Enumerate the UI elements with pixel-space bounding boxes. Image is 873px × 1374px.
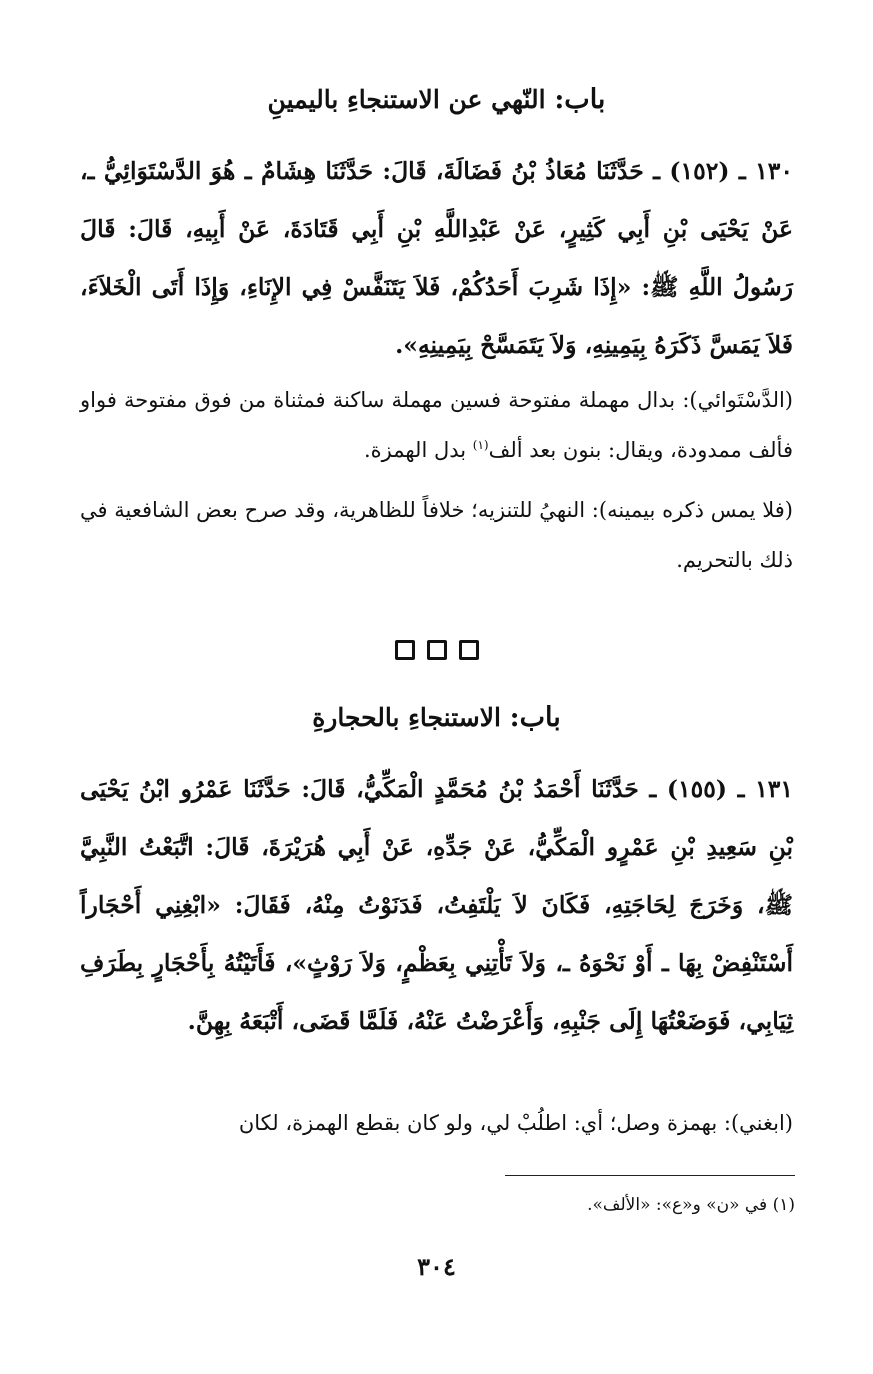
footnote-reference: (١) xyxy=(472,438,489,452)
chapter-heading xyxy=(80,82,793,118)
commentary-paragraph: (فلا يمس ذكره بيمينه): النهيُ للتنزيه؛ خلافاً للظاهرية، وقد صرح بعض الشافعية في ذلك بالتحريم. xyxy=(80,498,793,572)
section-divider xyxy=(0,640,873,660)
chapter-title-text: الاستنجاءِ بالحجارةِ xyxy=(312,703,501,732)
commentary-paragraph: (ابغني): بهمزة وصل؛ أي: اطلُبْ لي، ولو كان بقطع الهمزة، لكان xyxy=(238,1111,793,1135)
footnote-separator xyxy=(505,1175,795,1176)
chapter-label: باب: xyxy=(509,702,561,733)
commentary-paragraph xyxy=(80,375,793,475)
hadith-paragraph: ١٣١ ـ (١٥٥) ـ حَدَّثَنَا أَحْمَدُ بْنُ مُحَمَّدٍ الْمَكِّيُّ، قَالَ: حَدَّثَنَا عَمْرُو ابْنُ يَحْيَى بْنِ سَعِيدِ بْنِ عَمْرٍو الْمَكِّيُّ، عَنْ جَدِّهِ، عَنْ أَبِي هُرَيْرَةَ، قَالَ: اتَّبَعْتُ النَّبِيَّ ﷺ، وَخَرَجَ لِحَاجَتِهِ، فَكَانَ لاَ يَلْتَفِتُ، فَدَنَوْتُ مِنْهُ، فَقَالَ: «ابْغِنِي أَحْجَاراً أَسْتَنْفِضْ بِهَا ـ أَوْ نَحْوَهُ ـ، وَلاَ تَأْتِنِي بِعَظْمٍ، وَلاَ رَوْثٍ»، فَأَتَيْتُهُ بِأَحْجَارٍ بِطَرَفِ ثِيَابِي، فَوَضَعْتُهَا إِلَى جَنْبِهِ، وَأَعْرَضْتُ عَنْهُ، فَلَمَّا قَضَى، أَتْبَعَهُ بِهِنَّ. xyxy=(80,775,793,1035)
divider-square-icon xyxy=(395,640,415,660)
footnote-number: (١) xyxy=(772,1195,795,1215)
footnote xyxy=(80,1190,795,1220)
footnote-text: في «ن» و«ع»: «الألف». xyxy=(587,1195,768,1215)
divider-square-icon xyxy=(427,640,447,660)
commentary-text: (الدَّسْتَوائي): بدال مهملة مفتوحة فسين مهملة ساكنة فمثناة من فوق مفتوحة فواو فألف ممدودة، ويقال: بنون بعد ألف xyxy=(80,388,793,462)
chapter-label: باب: xyxy=(554,84,606,115)
page-number: ٣٠٤ xyxy=(417,1252,456,1281)
hadith-paragraph: ١٣٠ ـ (١٥٢) ـ حَدَّثَنَا مُعَاذُ بْنُ فَضَالَةَ، قَالَ: حَدَّثَنَا هِشَامٌ ـ هُوَ الدَّسْتَوَائِيُّ ـ، عَنْ يَحْيَى بْنِ أَبِي كَثِيرٍ، عَنْ عَبْدِاللَّهِ بْنِ أَبِي قَتَادَةَ، عَنْ أَبِيهِ، قَالَ: قَالَ رَسُولُ اللَّهِ ﷺ: «إِذَا شَرِبَ أَحَدُكُمْ، فَلاَ يَتَنَفَّسْ فِي الإِنَاءِ، وَإِذَا أَتَى الْخَلاَءَ، فَلاَ يَمَسَّ ذَكَرَهُ بِيَمِينِهِ، وَلاَ يَتَمَسَّحْ بِيَمِينِهِ». xyxy=(80,157,793,359)
divider-square-icon xyxy=(459,640,479,660)
chapter-heading xyxy=(80,700,793,736)
commentary-text-end: بدل الهمزة. xyxy=(363,438,473,462)
chapter-title-text: النّهي عن الاستنجاءِ باليمينِ xyxy=(267,85,546,114)
